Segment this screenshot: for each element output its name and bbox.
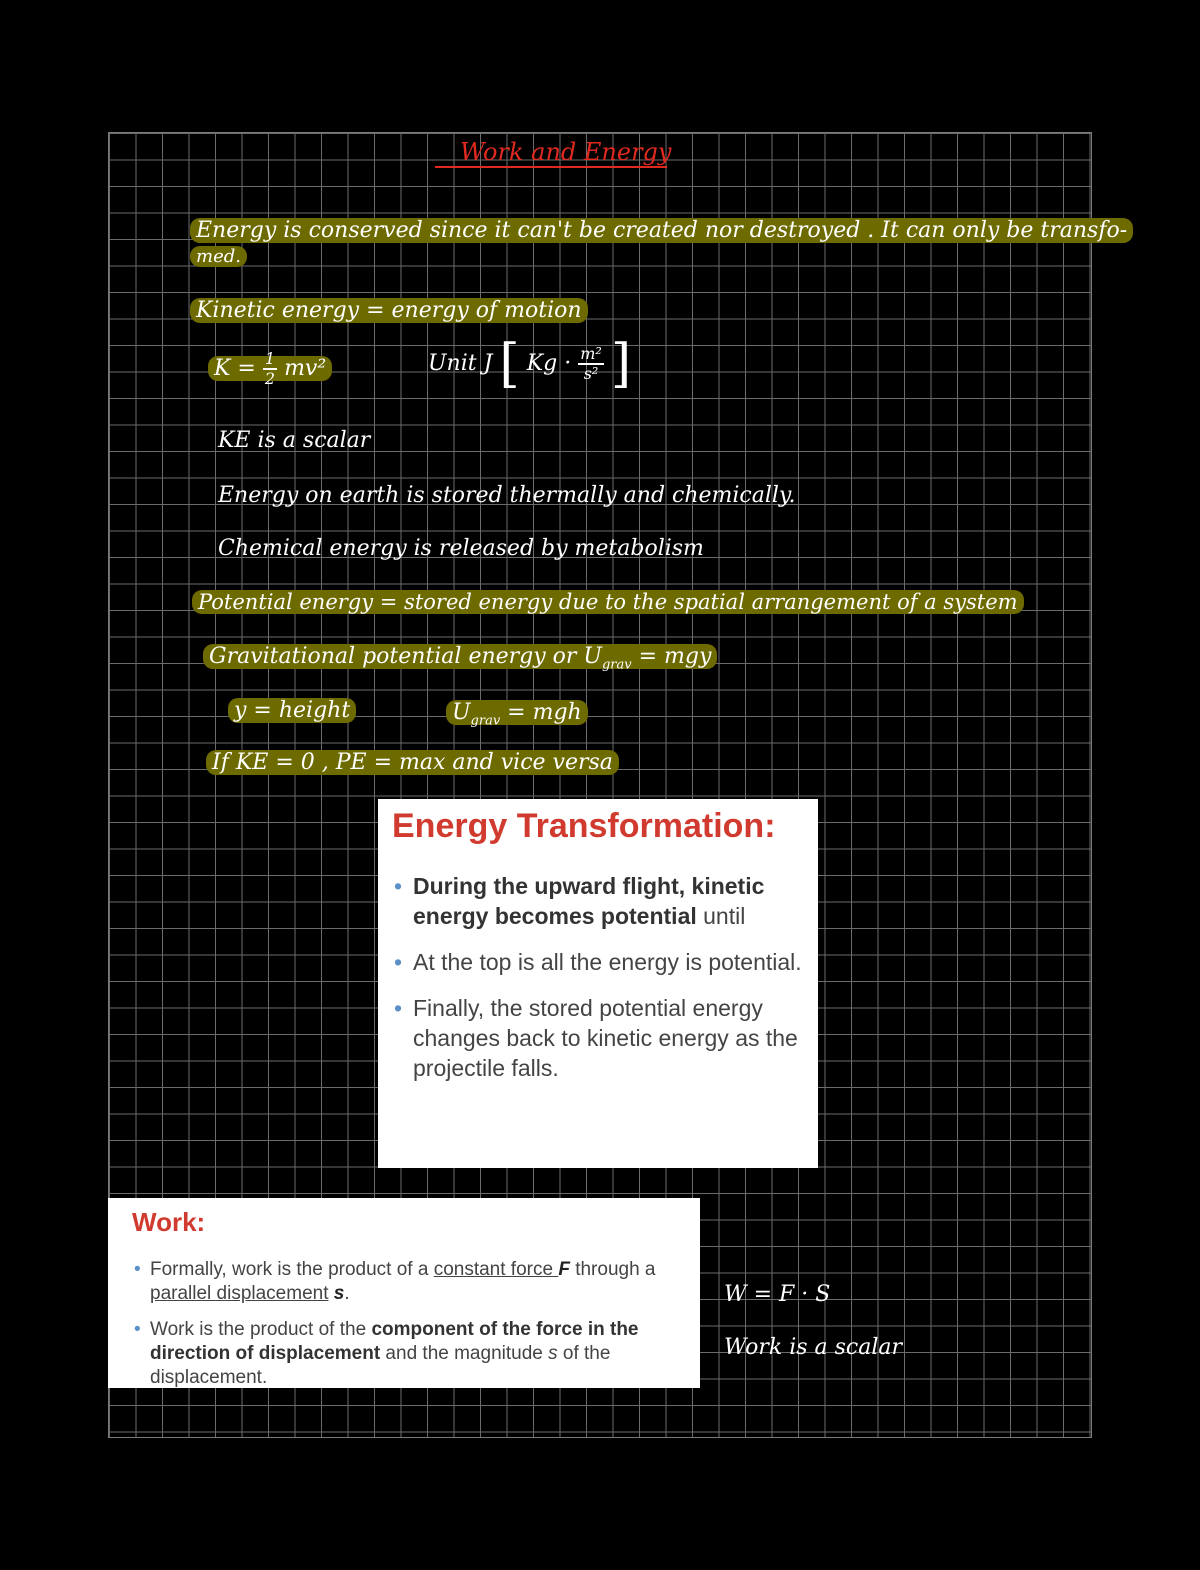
work-slide-heading: Work: [132, 1207, 206, 1237]
ugrav-u: U [452, 700, 471, 725]
note-conservation-cont [190, 248, 247, 266]
note-chemical-energy: Chemical energy is released by metabolism [218, 536, 704, 561]
note-ugrav [446, 702, 588, 727]
kinetic-fraction-num: 1 [264, 349, 276, 368]
note-potential-definition [192, 592, 1024, 613]
unit-note [428, 334, 632, 394]
work-b2-a: Work is the product of the [150, 1319, 372, 1340]
energy-bullet-3: • Finally, the stored potential energy changes back to kinetic energy as the projectile falls. [394, 993, 804, 1083]
note-earth-energy: Energy on earth is stored thermally and chemically. [218, 483, 796, 508]
work-b2-b: and the magnitude [380, 1343, 549, 1364]
note-work-formula: W = F · S [724, 1282, 831, 1307]
work-b2-c: of the displacement. [150, 1343, 611, 1388]
work-b1-s: s [333, 1283, 345, 1304]
energy-bullet-1-rest: until [696, 903, 746, 929]
work-b1-F: F [558, 1259, 570, 1280]
note-conservation-text: Energy is conserved since it can't be created nor destroyed . It can only be transfo- [190, 218, 1133, 243]
note-conservation-cont-text: med. [190, 246, 247, 267]
energy-bullet-1-bold: During the upward flight, kinetic energy becomes potential [413, 873, 765, 929]
kinetic-formula-right: mv² [284, 355, 327, 381]
unit-label: Unit J [428, 351, 493, 376]
unit-fraction-den: s² [583, 364, 599, 383]
grav-formula: = mgy [631, 644, 712, 669]
note-potential-definition-text: Potential energy = stored energy due to the spatial arrangement of a system [192, 590, 1024, 614]
note-work-scalar: Work is a scalar [724, 1335, 903, 1360]
bracket-open: [ [499, 334, 520, 394]
work-bullet-1 [134, 1258, 694, 1306]
grav-text: Gravitational potential energy or U [209, 644, 602, 669]
work-b1-a: Formally, work is the product of a [150, 1259, 434, 1280]
work-b1-parallel-displacement: parallel displacement [150, 1283, 329, 1304]
energy-slide-heading: Energy Transformation: [392, 807, 776, 845]
page-title: Work and Energy [460, 138, 672, 166]
work-b1-constant-force: constant force [433, 1259, 559, 1280]
note-gravitational [203, 646, 717, 671]
work-b1-end: . [344, 1283, 350, 1304]
unit-fraction-num: m² [580, 344, 602, 364]
energy-bullet-1 [394, 871, 804, 931]
note-y-height [228, 700, 356, 722]
energy-transformation-slide [378, 799, 818, 1168]
unit-kg: Kg · [526, 351, 572, 376]
title-underline [435, 166, 667, 168]
note-ke-pe-text: If KE = 0 , PE = max and vice versa [206, 750, 619, 775]
kinetic-fraction [263, 350, 277, 387]
work-bullet-2 [134, 1318, 694, 1388]
work-b2-s: s [548, 1343, 558, 1364]
note-y-height-text: y = height [228, 698, 356, 723]
work-b1-b: through a [569, 1259, 656, 1280]
work-bullet-list [134, 1258, 694, 1388]
note-conservation [190, 220, 1133, 242]
work-slide [108, 1198, 700, 1388]
kinetic-formula-left: K = [214, 355, 256, 381]
note-gravitational-highlight [203, 644, 717, 673]
note-ke-scalar: KE is a scalar [218, 428, 371, 453]
ugrav-formula: = mgh [500, 700, 582, 725]
note-kinetic-definition-text: Kinetic energy = energy of motion [190, 298, 588, 323]
energy-bullet-list [394, 871, 804, 1099]
unit-fraction [578, 345, 604, 382]
work-b2-bold: component of the force in the direction of displacement [150, 1319, 639, 1364]
note-ke-pe [206, 752, 619, 774]
kinetic-formula [208, 350, 332, 387]
kinetic-formula-highlight [208, 349, 332, 388]
ugrav-subscript: grav [470, 713, 501, 729]
bracket-close: ] [610, 334, 632, 394]
energy-bullet-2: • At the top is all the energy is potential. [394, 947, 804, 977]
kinetic-fraction-den: 2 [264, 368, 276, 388]
note-kinetic-definition [190, 300, 588, 322]
grav-subscript: grav [601, 657, 632, 673]
note-ugrav-highlight [446, 700, 588, 729]
